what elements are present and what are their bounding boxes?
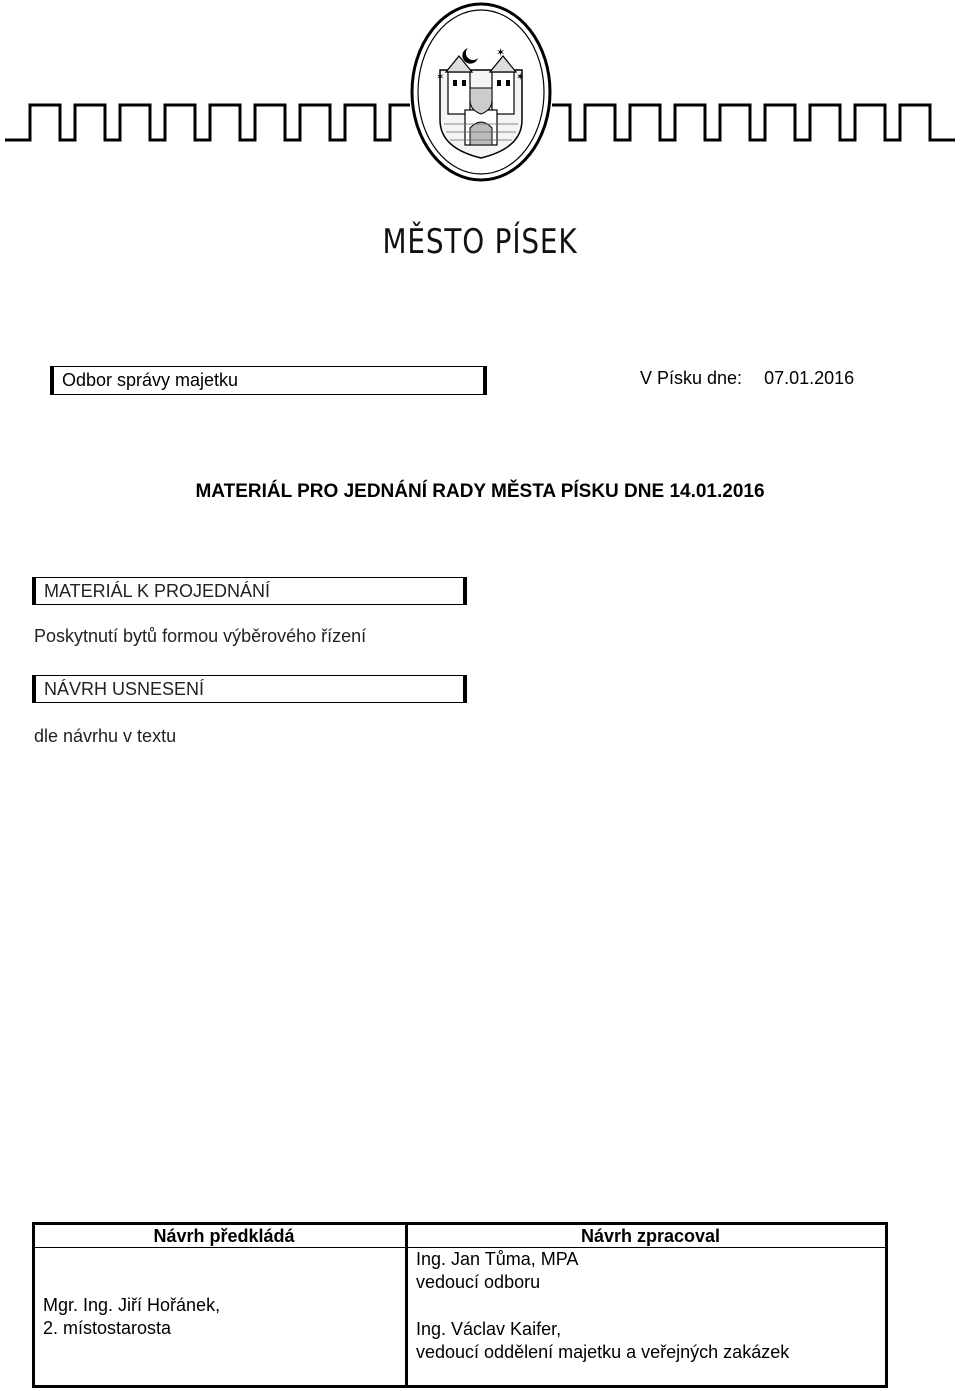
prepared-cell xyxy=(407,1248,887,1387)
submitted-header: Návrh předkládá xyxy=(34,1224,407,1248)
svg-text:✶: ✶ xyxy=(496,46,506,59)
signature-table xyxy=(32,1222,888,1388)
prepared-role-2: vedoucí oddělení majetku a veřejných zakázek xyxy=(416,1342,790,1362)
prepared-header: Návrh zpracoval xyxy=(407,1224,887,1248)
prepared-name-1: Ing. Jan Tůma, MPA xyxy=(416,1249,579,1269)
resolution-heading: NÁVRH USNESENÍ xyxy=(44,679,205,699)
document-subject: Poskytnutí bytů formou výběrového řízení xyxy=(34,626,367,646)
submitted-role: 2. místostarosta xyxy=(43,1318,172,1338)
document-title: MATERIÁL PRO JEDNÁNÍ RADY MĚSTA PÍSKU DNE 14.01.2016 xyxy=(195,481,765,502)
date-line xyxy=(640,368,854,389)
department-box xyxy=(50,366,487,395)
prepared-name-2: Ing. Václav Kaifer, xyxy=(416,1319,562,1339)
resolution-text: dle návrhu v textu xyxy=(34,726,177,746)
prepared-role-1: vedoucí odboru xyxy=(416,1272,541,1292)
submitted-name: Mgr. Ing. Jiří Hořánek, xyxy=(43,1295,221,1315)
resolution-heading-box xyxy=(32,675,467,703)
battlement-left-line xyxy=(5,105,410,140)
material-heading: MATERIÁL K PROJEDNÁNÍ xyxy=(44,581,271,601)
battlement-right-line xyxy=(552,105,955,140)
city-name: MĚSTO PÍSEK xyxy=(382,222,578,262)
header-battlement-band xyxy=(0,0,960,200)
material-heading-box xyxy=(32,577,467,605)
svg-text:✶: ✶ xyxy=(516,72,525,83)
svg-text:✶: ✶ xyxy=(436,72,445,83)
coat-of-arms-icon xyxy=(412,4,550,180)
submitted-cell xyxy=(34,1248,407,1387)
department-name: Odbor správy majetku xyxy=(62,370,239,390)
date-value: 07.01.2016 xyxy=(764,368,855,388)
date-label: V Písku dne: xyxy=(640,368,743,388)
